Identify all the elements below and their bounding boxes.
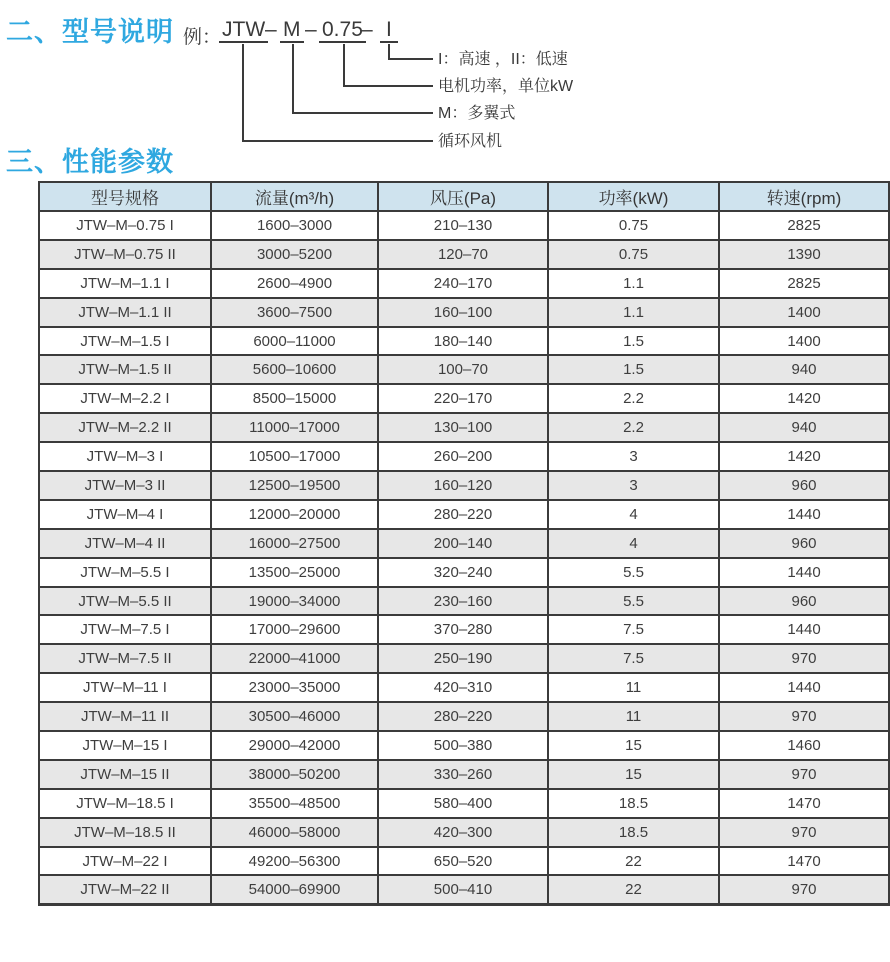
table-row <box>39 327 889 356</box>
cell-pressure: 160–120 <box>378 471 548 500</box>
cell-flow: 8500–15000 <box>211 384 378 413</box>
cell-power: 1.5 <box>548 355 719 384</box>
cell-speed: 1470 <box>719 847 889 876</box>
table-row <box>39 355 889 384</box>
cell-pressure: 260–200 <box>378 442 548 471</box>
table-row <box>39 818 889 847</box>
cell-speed: 2825 <box>719 211 889 240</box>
table-row <box>39 615 889 644</box>
cell-speed: 970 <box>719 644 889 673</box>
section-title-performance-parameters: 三、性能参数 <box>6 147 174 177</box>
cell-flow: 13500–25000 <box>211 558 378 587</box>
cell-pressure: 580–400 <box>378 789 548 818</box>
cell-flow: 11000–17000 <box>211 413 378 442</box>
table-row <box>39 731 889 760</box>
cell-flow: 19000–34000 <box>211 587 378 616</box>
cell-pressure: 280–220 <box>378 500 548 529</box>
cell-speed: 1390 <box>719 240 889 269</box>
cell-pressure: 100–70 <box>378 355 548 384</box>
cell-model: JTW–M–11 I <box>39 673 211 702</box>
cell-model: JTW–M–2.2 I <box>39 384 211 413</box>
example-prefix-label: 例： <box>183 27 222 48</box>
cell-power: 1.1 <box>548 298 719 327</box>
cell-speed: 940 <box>719 413 889 442</box>
cell-flow: 6000–11000 <box>211 327 378 356</box>
cell-model: JTW–M–3 II <box>39 471 211 500</box>
cell-pressure: 500–410 <box>378 875 548 904</box>
cell-power: 0.75 <box>548 240 719 269</box>
cell-pressure: 120–70 <box>378 240 548 269</box>
cell-model: JTW–M–4 I <box>39 500 211 529</box>
cell-pressure: 130–100 <box>378 413 548 442</box>
cell-model: JTW–M–18.5 II <box>39 818 211 847</box>
table-row <box>39 442 889 471</box>
cell-pressure: 320–240 <box>378 558 548 587</box>
cell-power: 15 <box>548 760 719 789</box>
cell-speed: 1420 <box>719 442 889 471</box>
cell-model: JTW–M–15 I <box>39 731 211 760</box>
cell-flow: 30500–46000 <box>211 702 378 731</box>
cell-flow: 35500–48500 <box>211 789 378 818</box>
cell-power: 2.2 <box>548 413 719 442</box>
cell-pressure: 650–520 <box>378 847 548 876</box>
table-header-row <box>39 182 889 211</box>
cell-model: JTW–M–1.1 II <box>39 298 211 327</box>
cell-power: 15 <box>548 731 719 760</box>
cell-speed: 970 <box>719 875 889 904</box>
cell-speed: 1470 <box>719 789 889 818</box>
cell-model: JTW–M–0.75 II <box>39 240 211 269</box>
column-header-power: 功率(kW) <box>548 182 719 211</box>
model-separator: – <box>265 18 277 41</box>
cell-model: JTW–M–15 II <box>39 760 211 789</box>
connector-line-series <box>242 44 433 142</box>
cell-power: 5.5 <box>548 558 719 587</box>
column-header-pressure: 风压(Pa) <box>378 182 548 211</box>
cell-speed: 1460 <box>719 731 889 760</box>
cell-pressure: 280–220 <box>378 702 548 731</box>
table-row <box>39 211 889 240</box>
table-row <box>39 847 889 876</box>
cell-flow: 29000–42000 <box>211 731 378 760</box>
cell-model: JTW–M–11 II <box>39 702 211 731</box>
cell-power: 4 <box>548 529 719 558</box>
cell-pressure: 250–190 <box>378 644 548 673</box>
table-row <box>39 529 889 558</box>
cell-flow: 54000–69900 <box>211 875 378 904</box>
cell-flow: 46000–58000 <box>211 818 378 847</box>
cell-speed: 1400 <box>719 327 889 356</box>
table-row <box>39 384 889 413</box>
table-row <box>39 240 889 269</box>
cell-flow: 17000–29600 <box>211 615 378 644</box>
cell-power: 3 <box>548 442 719 471</box>
cell-model: JTW–M–1.5 I <box>39 327 211 356</box>
cell-model: JTW–M–2.2 II <box>39 413 211 442</box>
model-segment-type: M <box>280 18 304 43</box>
table-row <box>39 471 889 500</box>
cell-flow: 12500–19500 <box>211 471 378 500</box>
cell-power: 7.5 <box>548 644 719 673</box>
diagram-label-speed: I：高速 ，II：低速 <box>438 51 568 68</box>
cell-pressure: 210–130 <box>378 211 548 240</box>
cell-power: 1.5 <box>548 327 719 356</box>
cell-flow: 16000–27500 <box>211 529 378 558</box>
cell-speed: 960 <box>719 471 889 500</box>
cell-power: 0.75 <box>548 211 719 240</box>
cell-speed: 1400 <box>719 298 889 327</box>
model-separator: – <box>361 18 373 41</box>
column-header-speed: 转速(rpm) <box>719 182 889 211</box>
cell-pressure: 370–280 <box>378 615 548 644</box>
cell-flow: 1600–3000 <box>211 211 378 240</box>
cell-model: JTW–M–1.1 I <box>39 269 211 298</box>
cell-speed: 960 <box>719 587 889 616</box>
cell-power: 11 <box>548 702 719 731</box>
cell-pressure: 420–310 <box>378 673 548 702</box>
cell-pressure: 230–160 <box>378 587 548 616</box>
table-row <box>39 789 889 818</box>
cell-pressure: 500–380 <box>378 731 548 760</box>
cell-model: JTW–M–5.5 I <box>39 558 211 587</box>
cell-pressure: 180–140 <box>378 327 548 356</box>
column-header-flow: 流量(m³/h) <box>211 182 378 211</box>
cell-power: 2.2 <box>548 384 719 413</box>
cell-speed: 1440 <box>719 500 889 529</box>
cell-speed: 1440 <box>719 615 889 644</box>
performance-table <box>38 181 890 906</box>
cell-flow: 5600–10600 <box>211 355 378 384</box>
cell-power: 18.5 <box>548 818 719 847</box>
cell-speed: 970 <box>719 702 889 731</box>
section-title-model-description: 二、型号说明 <box>6 17 174 47</box>
cell-speed: 1420 <box>719 384 889 413</box>
model-segment-series: JTW <box>219 18 268 43</box>
cell-model: JTW–M–22 I <box>39 847 211 876</box>
cell-pressure: 420–300 <box>378 818 548 847</box>
cell-flow: 23000–35000 <box>211 673 378 702</box>
model-segment-power: 0.75 <box>319 18 366 43</box>
table-row <box>39 760 889 789</box>
cell-pressure: 330–260 <box>378 760 548 789</box>
table-row <box>39 673 889 702</box>
cell-flow: 3000–5200 <box>211 240 378 269</box>
table-row <box>39 875 889 904</box>
cell-model: JTW–M–18.5 I <box>39 789 211 818</box>
cell-power: 5.5 <box>548 587 719 616</box>
column-header-model: 型号规格 <box>39 182 211 211</box>
table-row <box>39 298 889 327</box>
cell-model: JTW–M–3 I <box>39 442 211 471</box>
cell-model: JTW–M–0.75 I <box>39 211 211 240</box>
model-segment-speed: I <box>380 18 398 43</box>
diagram-label-motor-power: 电机功率，单位kW <box>438 78 574 95</box>
cell-power: 1.1 <box>548 269 719 298</box>
cell-model: JTW–M–7.5 I <box>39 615 211 644</box>
cell-flow: 10500–17000 <box>211 442 378 471</box>
table-row <box>39 702 889 731</box>
cell-pressure: 200–140 <box>378 529 548 558</box>
cell-flow: 3600–7500 <box>211 298 378 327</box>
table-row <box>39 500 889 529</box>
cell-model: JTW–M–4 II <box>39 529 211 558</box>
diagram-label-fan-type: 循环风机 <box>438 133 503 150</box>
cell-flow: 22000–41000 <box>211 644 378 673</box>
cell-power: 22 <box>548 847 719 876</box>
cell-power: 4 <box>548 500 719 529</box>
table-row <box>39 413 889 442</box>
cell-speed: 970 <box>719 760 889 789</box>
cell-speed: 940 <box>719 355 889 384</box>
cell-power: 11 <box>548 673 719 702</box>
cell-model: JTW–M–7.5 II <box>39 644 211 673</box>
cell-speed: 970 <box>719 818 889 847</box>
cell-speed: 2825 <box>719 269 889 298</box>
cell-speed: 960 <box>719 529 889 558</box>
model-separator: – <box>305 18 317 41</box>
diagram-label-wing-type: M：多翼式 <box>438 105 516 122</box>
cell-power: 22 <box>548 875 719 904</box>
cell-flow: 38000–50200 <box>211 760 378 789</box>
table-row <box>39 644 889 673</box>
cell-model: JTW–M–5.5 II <box>39 587 211 616</box>
cell-model: JTW–M–1.5 II <box>39 355 211 384</box>
table-row <box>39 269 889 298</box>
table-row <box>39 587 889 616</box>
cell-power: 18.5 <box>548 789 719 818</box>
cell-flow: 2600–4900 <box>211 269 378 298</box>
cell-pressure: 160–100 <box>378 298 548 327</box>
cell-flow: 12000–20000 <box>211 500 378 529</box>
cell-pressure: 240–170 <box>378 269 548 298</box>
cell-power: 7.5 <box>548 615 719 644</box>
table-row <box>39 558 889 587</box>
cell-pressure: 220–170 <box>378 384 548 413</box>
cell-power: 3 <box>548 471 719 500</box>
cell-speed: 1440 <box>719 558 889 587</box>
cell-flow: 49200–56300 <box>211 847 378 876</box>
cell-speed: 1440 <box>719 673 889 702</box>
cell-model: JTW–M–22 II <box>39 875 211 904</box>
